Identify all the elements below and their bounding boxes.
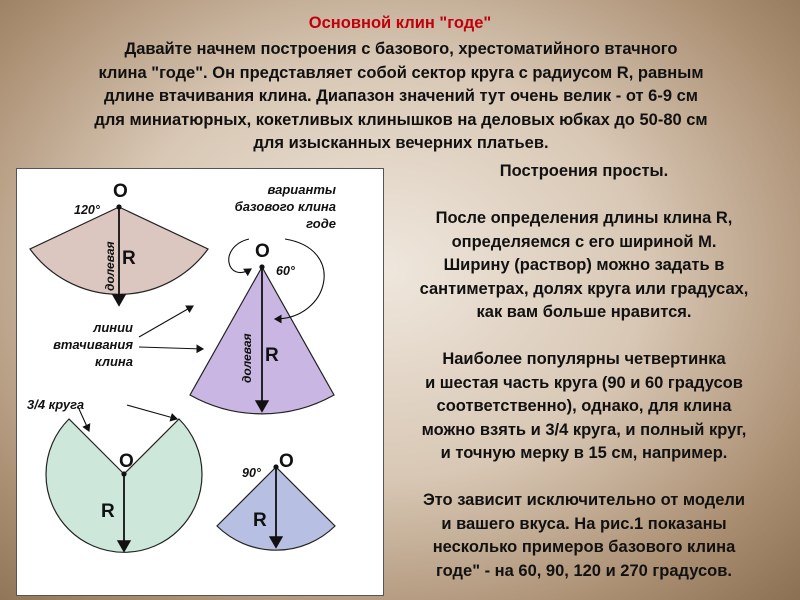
center-point	[273, 464, 278, 469]
seam-lines-label: клина	[94, 354, 133, 369]
pointer-arrow	[79, 409, 89, 431]
explanation-line	[384, 184, 784, 208]
center-point	[259, 264, 264, 269]
explanation-line: соответственно), однако, для клина	[436, 397, 732, 415]
pointer-arrow	[139, 306, 193, 337]
intro-line: длине втачивания клина. Диапазон значений тут очень велик - от 6-9 см	[104, 87, 698, 105]
diagram-panel	[16, 168, 384, 596]
angle-label-60: 60°	[276, 264, 295, 278]
explanation-line: Это зависит исключительно от модели	[422, 491, 746, 509]
angle-label-90: 90°	[242, 466, 261, 480]
pointer-arrow	[127, 405, 177, 419]
explanation-line: Наиболее популярны четвертинка	[442, 350, 726, 368]
center-label: O	[279, 451, 294, 472]
explanation-line	[384, 466, 784, 490]
explanation-line: и вашего вкуса. На рис.1 показаны	[441, 514, 727, 533]
pointer-arrow	[139, 347, 203, 349]
intro-line: Давайте начнем построения с базового, хрестоматийного втачного	[124, 40, 678, 58]
explanation-line: сантиметрах, долях круга или градусах,	[419, 279, 749, 298]
explanation-line: Ширину (раствор) можно задать в	[443, 256, 725, 274]
three-quarter-label: 3/4 круга	[27, 397, 85, 412]
explanation-line	[384, 325, 784, 349]
intro-line: клина "годе". Он представляет собой сектор круга с радиусом R, равным	[98, 63, 704, 82]
center-label: O	[113, 181, 128, 202]
angle-label-120: 120°	[74, 203, 100, 217]
explanation-line: как вам больше нравится.	[476, 303, 692, 321]
center-label: O	[255, 241, 270, 262]
godet-diagram	[17, 169, 383, 595]
explanation-line: Построения просты.	[499, 162, 669, 180]
intro-line: для изысканных вечерних платьев.	[253, 134, 549, 152]
explanation-line: После определения длины клина R,	[435, 209, 733, 227]
slide-title: Основной клин "годе"	[308, 14, 492, 32]
explanation-line: несколько примеров базового клина	[432, 538, 736, 556]
intro-paragraph	[18, 38, 784, 156]
grain-label: долевая	[103, 241, 117, 291]
variants-label: варианты	[267, 182, 336, 197]
explanation-line: и шестая часть круга (90 и 60 градусов	[425, 373, 743, 392]
grain-label: долевая	[240, 333, 254, 383]
radius-label: R	[101, 501, 115, 522]
radius-label: R	[122, 248, 136, 269]
center-point	[116, 204, 121, 209]
pointer-arrow	[229, 239, 251, 273]
radius-label: R	[265, 345, 279, 366]
radius-label: R	[253, 510, 267, 531]
explanation-line: определяемся с его шириной М.	[451, 232, 717, 251]
variants-label: годе	[306, 216, 336, 231]
variants-label: базового клина	[234, 199, 336, 214]
seam-lines-label: линии	[93, 320, 133, 335]
center-label: O	[119, 451, 134, 472]
explanation-text	[384, 160, 784, 583]
seam-lines-label: втачивания	[53, 337, 133, 352]
intro-line: для миниатюрных, кокетливых клинышков на деловых юбках до 50-80 см	[94, 110, 708, 129]
center-point	[121, 471, 126, 476]
explanation-line: и точную мерку в 15 см, например.	[440, 444, 728, 462]
explanation-line: годе" - на 60, 90, 120 и 270 градусов.	[436, 561, 732, 580]
explanation-line: можно взять и 3/4 круга, и полный круг,	[421, 420, 747, 439]
